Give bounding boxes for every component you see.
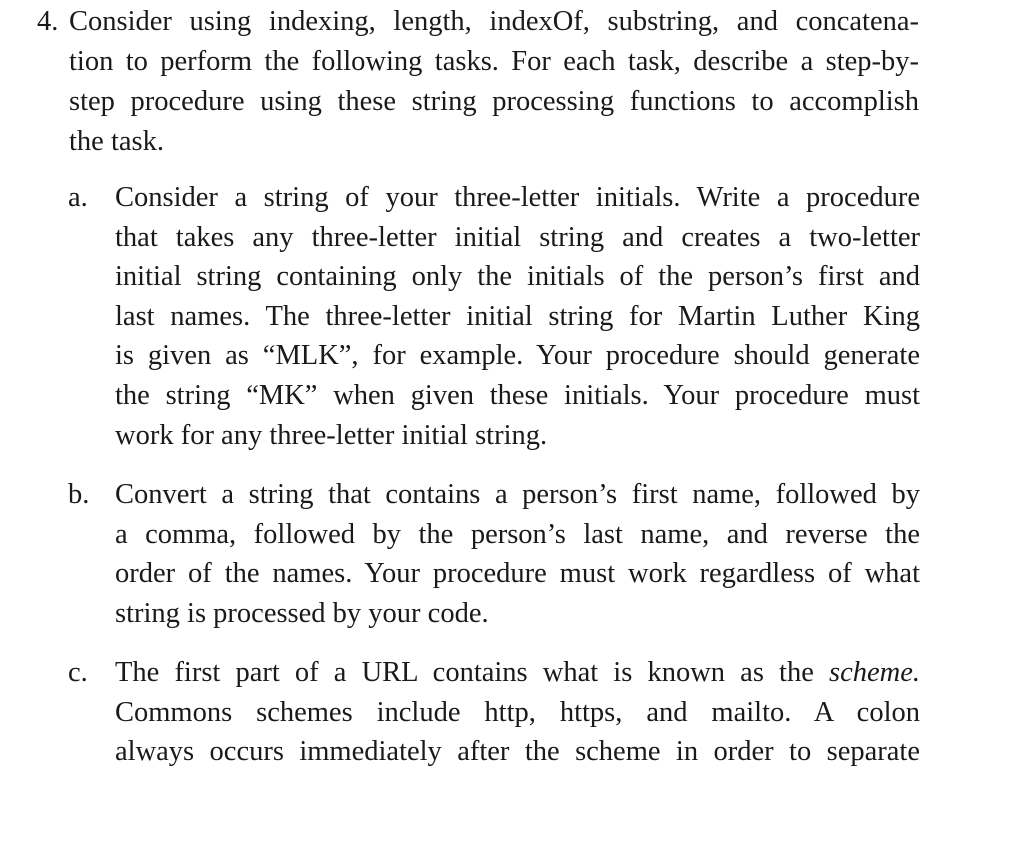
task-letter: a. <box>68 182 88 213</box>
task-line: always occurs immediately after the scheme in order to separate <box>115 736 920 768</box>
question-line: the task. <box>69 126 164 157</box>
question-line: Consider using indexing, length, indexOf, substring, and concatena- <box>69 6 919 37</box>
question-line: step procedure using these string processing functions to accomplish <box>69 86 919 117</box>
scheme-term: scheme. <box>829 657 921 688</box>
task-text <box>115 653 920 772</box>
task-line: Convert a string that contains a person’s first name, followed by <box>115 479 920 510</box>
task-line: initial string containing only the initials of the person’s first and <box>115 261 920 293</box>
task-line: string is processed by your code. <box>115 597 489 629</box>
question-number: 4. <box>37 6 59 37</box>
task-line <box>115 653 920 693</box>
task-text <box>115 475 920 633</box>
task-line: that takes any three-letter initial string and creates a two-letter <box>115 221 920 253</box>
task-letter: c. <box>68 657 88 688</box>
task-line-text: The first part of a URL contains what is known as the <box>115 657 814 688</box>
task-line: a comma, followed by the person’s last name, and reverse the <box>115 518 920 550</box>
task-line: last names. The three-letter initial string for Martin Luther King <box>115 300 920 332</box>
task-line: is given as “MLK”, for example. Your procedure should generate <box>115 340 920 372</box>
task-text <box>115 178 920 455</box>
task-line: work for any three-letter initial string. <box>115 419 548 451</box>
task-line: order of the names. Your procedure must work regardless of what <box>115 558 920 590</box>
task-letter: b. <box>68 479 90 510</box>
task-line: Consider a string of your three-letter initials. Write a procedure <box>115 182 920 213</box>
question-text <box>69 2 919 162</box>
task-line: Commons schemes include http, https, and mailto. A colon <box>115 696 920 728</box>
question-line: tion to perform the following tasks. For each task, describe a step-by- <box>69 46 919 77</box>
task-line: the string “MK” when given these initials. Your procedure must <box>115 379 920 411</box>
